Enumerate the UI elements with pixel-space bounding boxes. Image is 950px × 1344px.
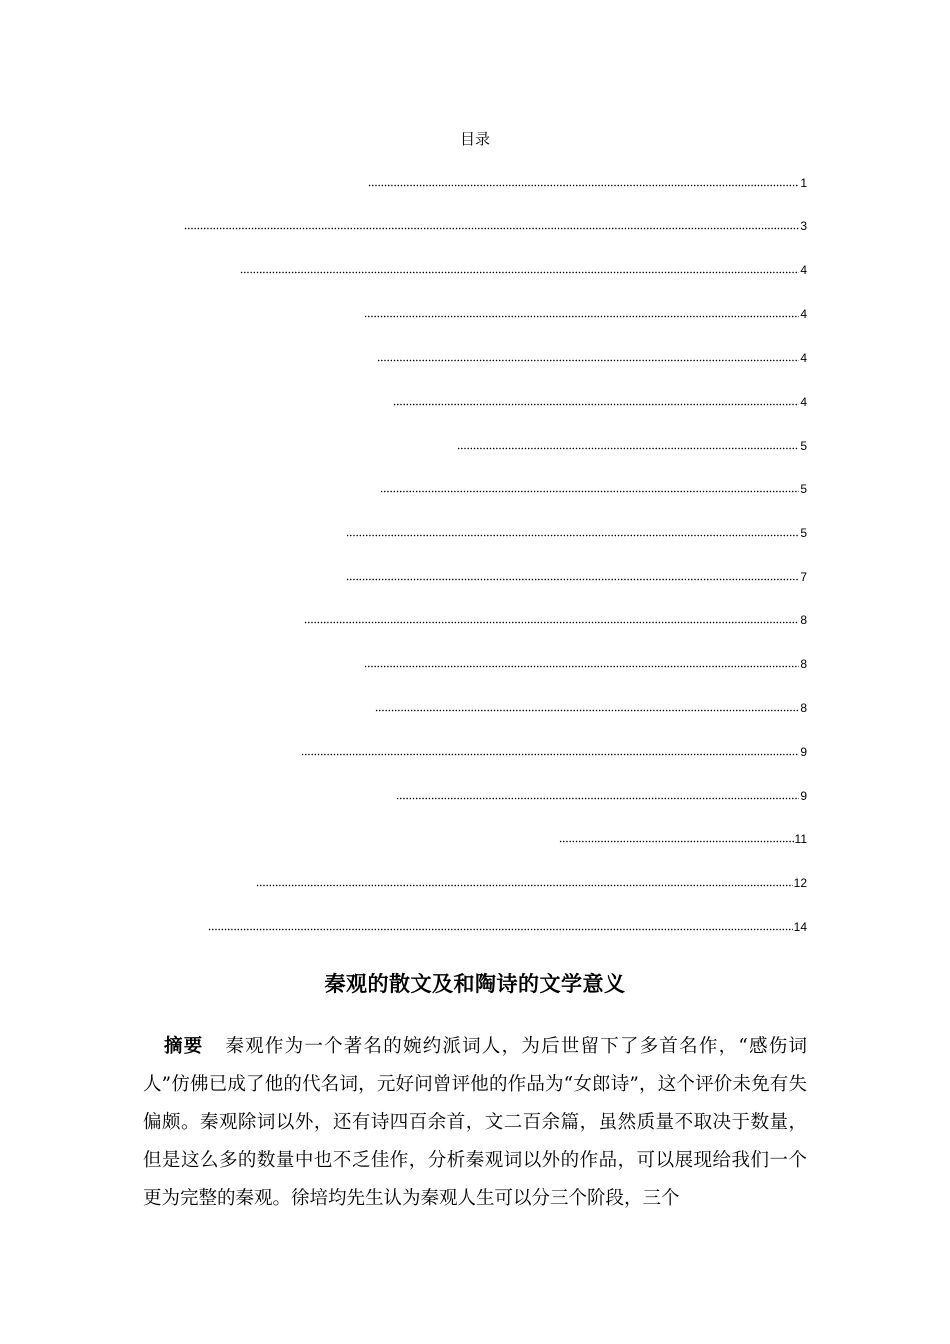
toc-page-number: 14 bbox=[793, 920, 807, 934]
toc-leader-dots bbox=[301, 753, 799, 756]
document-title: 秦观的散文及和陶诗的文学意义 bbox=[324, 972, 626, 996]
toc-leader-dots bbox=[346, 534, 799, 537]
toc-entry[interactable] bbox=[380, 480, 807, 496]
toc-leader-dots bbox=[559, 840, 794, 843]
toc-entry[interactable] bbox=[304, 611, 807, 627]
toc-entry[interactable] bbox=[256, 874, 807, 890]
toc-leader-dots bbox=[240, 271, 799, 274]
toc-page-number: 9 bbox=[800, 789, 807, 803]
toc-page-number: 4 bbox=[800, 395, 807, 409]
abstract-text: 秦观作为一个著名的婉约派词人，为后世留下了多首名作，“感伤词人”仿佛已成了他的代名词，元好问曾评他的作品为“女郎诗”，这个评价未免有失偏颇。秦观除词以外，还有诗四百余首，文二百余篇，虽然质量不取决于数量，但是这么多的数量中也不乏佳作，分析秦观词以外的作品，可以展现给我们一个更为完整的秦观。徐培均先生认为秦观人生可以分三个阶段，三个 bbox=[143, 1036, 807, 1209]
toc-entry[interactable] bbox=[364, 305, 807, 321]
toc-page-number: 12 bbox=[793, 876, 807, 890]
toc-page-number: 5 bbox=[800, 526, 807, 540]
toc-page-number: 1 bbox=[800, 176, 807, 190]
toc-entry[interactable] bbox=[457, 437, 807, 453]
toc-leader-dots bbox=[346, 578, 799, 581]
toc-entry[interactable] bbox=[375, 699, 807, 715]
toc-page-number: 4 bbox=[800, 307, 807, 321]
toc-leader-dots bbox=[364, 315, 799, 318]
abstract-paragraph bbox=[143, 1028, 807, 1218]
toc-entry[interactable] bbox=[301, 743, 807, 759]
toc-leader-dots bbox=[377, 359, 799, 362]
toc-title: 目录 bbox=[459, 130, 490, 148]
toc-entry[interactable] bbox=[368, 174, 807, 190]
toc-leader-dots bbox=[208, 928, 793, 931]
toc-page-number: 8 bbox=[800, 701, 807, 715]
toc-page-number: 5 bbox=[800, 482, 807, 496]
toc-page-number: 5 bbox=[800, 439, 807, 453]
toc-entry[interactable] bbox=[208, 918, 807, 934]
toc-entry[interactable] bbox=[346, 568, 807, 584]
toc-page-number: 4 bbox=[800, 263, 807, 277]
toc-entry[interactable] bbox=[559, 830, 807, 846]
toc-leader-dots bbox=[380, 490, 799, 493]
toc-leader-dots bbox=[304, 621, 799, 624]
toc-page-number: 9 bbox=[800, 745, 807, 759]
toc-leader-dots bbox=[364, 665, 799, 668]
toc-page-number: 8 bbox=[800, 657, 807, 671]
toc-page-number: 11 bbox=[794, 832, 807, 846]
toc-entry[interactable] bbox=[184, 217, 807, 233]
toc-page-number: 4 bbox=[800, 351, 807, 365]
toc-entry[interactable] bbox=[346, 524, 807, 540]
toc-page-number: 7 bbox=[800, 570, 807, 584]
toc-leader-dots bbox=[396, 797, 799, 800]
toc-entry[interactable] bbox=[240, 261, 807, 277]
toc-entry[interactable] bbox=[364, 655, 807, 671]
toc-page-number: 3 bbox=[800, 219, 807, 233]
toc-leader-dots bbox=[368, 184, 799, 187]
toc-entry[interactable] bbox=[396, 787, 807, 803]
toc-leader-dots bbox=[256, 884, 793, 887]
toc-leader-dots bbox=[457, 447, 799, 450]
toc-leader-dots bbox=[375, 709, 799, 712]
toc-entry[interactable] bbox=[393, 393, 807, 409]
toc-page-number: 8 bbox=[800, 613, 807, 627]
abstract-label: 摘要 bbox=[164, 1036, 204, 1057]
toc-leader-dots bbox=[184, 227, 799, 230]
toc-leader-dots bbox=[393, 403, 799, 406]
toc-entry[interactable] bbox=[377, 349, 807, 365]
